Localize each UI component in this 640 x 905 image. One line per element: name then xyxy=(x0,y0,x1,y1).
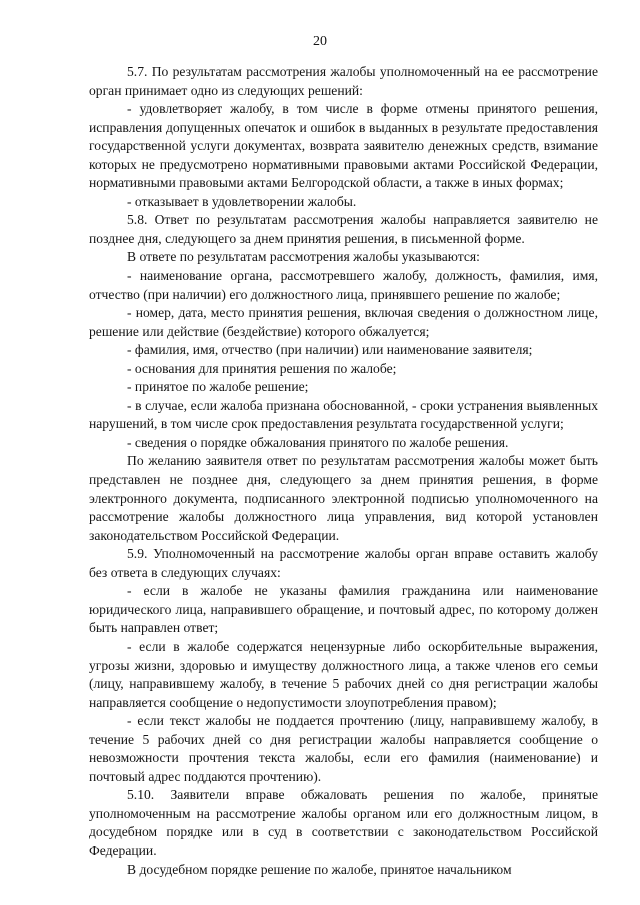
list-item-no-name-address: - если в жалобе не указаны фамилия гражданина или наименование юридического лица, направившего обращение, и почтовый адрес, по которому должен быть направлен ответ; xyxy=(89,583,598,636)
paragraph-pretrial-decision: В досудебном порядке решение по жалобе, принятое начальником xyxy=(127,861,512,877)
paragraph-electronic-response: По желанию заявителя ответ по результатам рассмотрения жалобы может быть представлен не позднее дня, следующего за днем принятия решения, в форме электронного документа, подписанного электронной подписью уполномоченного на рассмотрение жалобы должностного лица управления, вид которой установлен законодательством Российской Федерации. xyxy=(89,453,598,543)
list-item-unreadable-text: - если текст жалобы не поддается прочтению (лицу, направившему жалобу, в течение 5 рабочих дней со дня регистрации жалобы направляется сообщение о невозможности прочтения текста жалобы, если его фамилия (наименование) и почтовый адрес поддаются прочтению). xyxy=(89,713,598,784)
list-item-decision-details: - номер, дата, место принятия решения, включая сведения о должностном лице, решение или действие (бездействие) которого обжалуется; xyxy=(89,305,598,339)
list-item-refuse-complaint: - отказывает в удовлетворении жалобы. xyxy=(127,193,357,209)
paragraph-response-contents: В ответе по результатам рассмотрения жалобы указываются: xyxy=(127,249,480,265)
paragraph-5-10: 5.10. Заявители вправе обжаловать решения по жалобе, принятые уполномоченным на рассмотрение жалобы органом или его должностным лицом, в досудебном порядке или в суд в соответствии с законодательством Российской Федерации. xyxy=(89,787,598,858)
list-item-remedy-deadlines: - в случае, если жалоба признана обоснованной, - сроки устранения выявленных нарушений, в том числе срок предоставления результата государственной услуги; xyxy=(89,397,598,432)
list-item-appeal-procedure: - сведения о порядке обжалования принятого по жалобе решения. xyxy=(127,434,509,450)
paragraph-5-7: 5.7. По результатам рассмотрения жалобы уполномоченный на ее рассмотрение орган принимает одно из следующих решений: xyxy=(89,64,598,98)
paragraph-5-8: 5.8. Ответ по результатам рассмотрения жалобы направляется заявителю не позднее дня, следующего за днем принятия решения, в письменной форме. xyxy=(89,212,598,246)
page-number: 20 xyxy=(313,34,327,49)
paragraph-5-9: 5.9. Уполномоченный на рассмотрение жалобы орган вправе оставить жалобу без ответа в следующих случаях: xyxy=(89,546,598,580)
list-item-grounds: - основания для принятия решения по жалобе; xyxy=(127,360,397,376)
list-item-decision: - принятое по жалобе решение; xyxy=(127,379,309,395)
list-item-applicant-name: - фамилия, имя, отчество (при наличии) или наименование заявителя; xyxy=(127,342,533,358)
list-item-offensive-content: - если в жалобе содержатся нецензурные либо оскорбительные выражения, угрозы жизни, здоровью и имуществу должностного лица, а также членов его семьи (лицу, направившему жалобу, в течение 5 рабочих дней со дня регистрации жалобы направляется сообщение о недопустимости злоупотребления правом); xyxy=(89,638,598,710)
list-item-authority-name: - наименование органа, рассмотревшего жалобу, должность, фамилия, имя, отчество (при наличии) его должностного лица, принявшего решение по жалобе; xyxy=(89,268,598,302)
document-body xyxy=(89,63,598,879)
list-item-satisfy-complaint: - удовлетворяет жалобу, в том числе в форме отмены принятого решения, исправления допущенных опечаток и ошибок в выданных в результате предоставления государственной услуги документах, возврата заявителю денежных средств, взимание которых не предусмотрено нормативными правовыми актами Российской Федерации, нормативными правовыми актами Белгородской области, а также в иных формах; xyxy=(89,101,598,191)
